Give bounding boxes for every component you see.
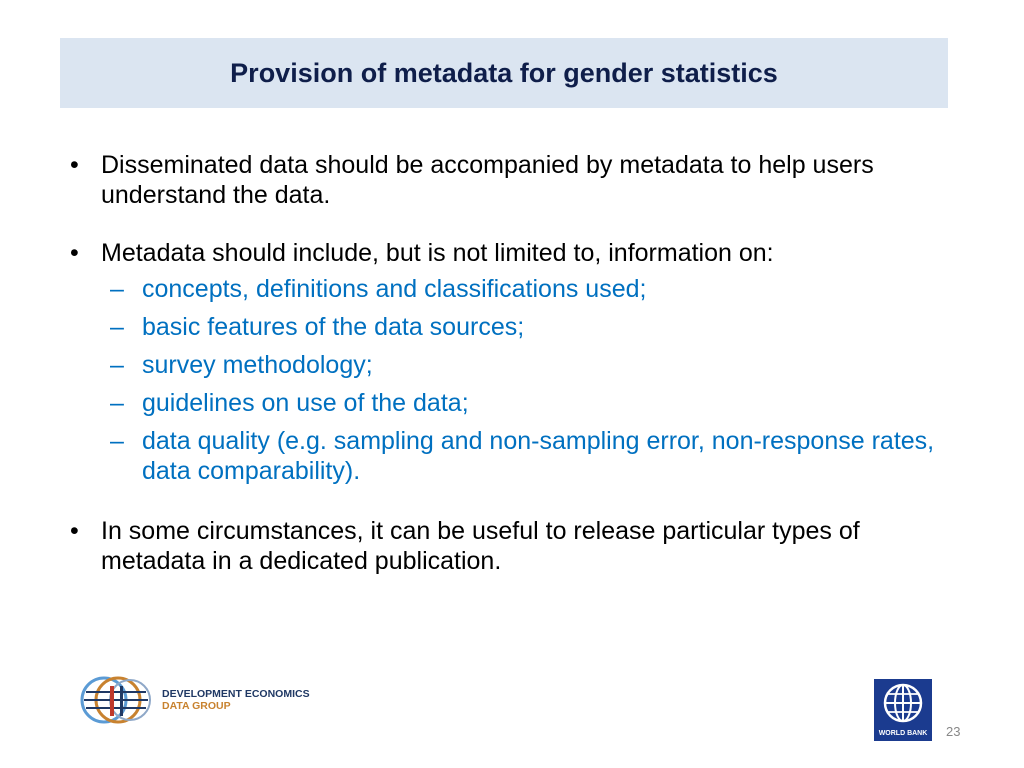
bullet-text: Disseminated data should be accompanied by metadata to help users understand the data. [101,151,874,209]
dash-icon: – [110,313,124,341]
dash-icon: – [110,389,124,417]
dash-icon: – [110,275,124,303]
dec-logo-line2: DATA GROUP [162,700,231,712]
sub-list [70,274,950,486]
dec-logo [80,672,310,728]
sub-item [70,274,950,304]
sub-item [70,426,950,486]
sub-item [70,350,950,380]
slide-title: Provision of metadata for gender statistics [230,57,778,88]
world-bank-label: WORLD BANK [878,730,928,737]
sub-item-text: guidelines on use of the data; [142,389,469,417]
dec-logo-line1: DEVELOPMENT ECONOMICS [162,688,310,700]
bullet-icon: • [70,239,79,267]
dash-icon: – [110,351,124,379]
sub-item-text: concepts, definitions and classifications used; [142,275,647,303]
sub-item [70,388,950,418]
dash-icon: – [110,427,124,455]
world-bank-logo [874,679,932,741]
world-bank-globe-icon [874,679,932,729]
bullet-item [70,150,950,210]
sub-item [70,312,950,342]
bullet-text: In some circumstances, it can be useful to release particular types of metadata in a dedicated publication. [101,517,860,575]
bullet-icon: • [70,151,79,179]
bullet-item [70,516,950,576]
dec-logo-text [162,688,310,712]
bullet-text: Metadata should include, but is not limited to, information on: [101,239,774,267]
sub-item-text: data quality (e.g. sampling and non-sampling error, non-response rates, data comparability). [142,427,935,485]
page-number: 23 [946,724,961,739]
globe-rings-icon [80,672,154,728]
sub-item-text: basic features of the data sources; [142,313,525,341]
sub-item-text: survey methodology; [142,351,373,379]
title-bar [60,38,948,108]
slide-content [70,150,950,576]
bullet-item [70,238,950,268]
bullet-icon: • [70,517,79,545]
